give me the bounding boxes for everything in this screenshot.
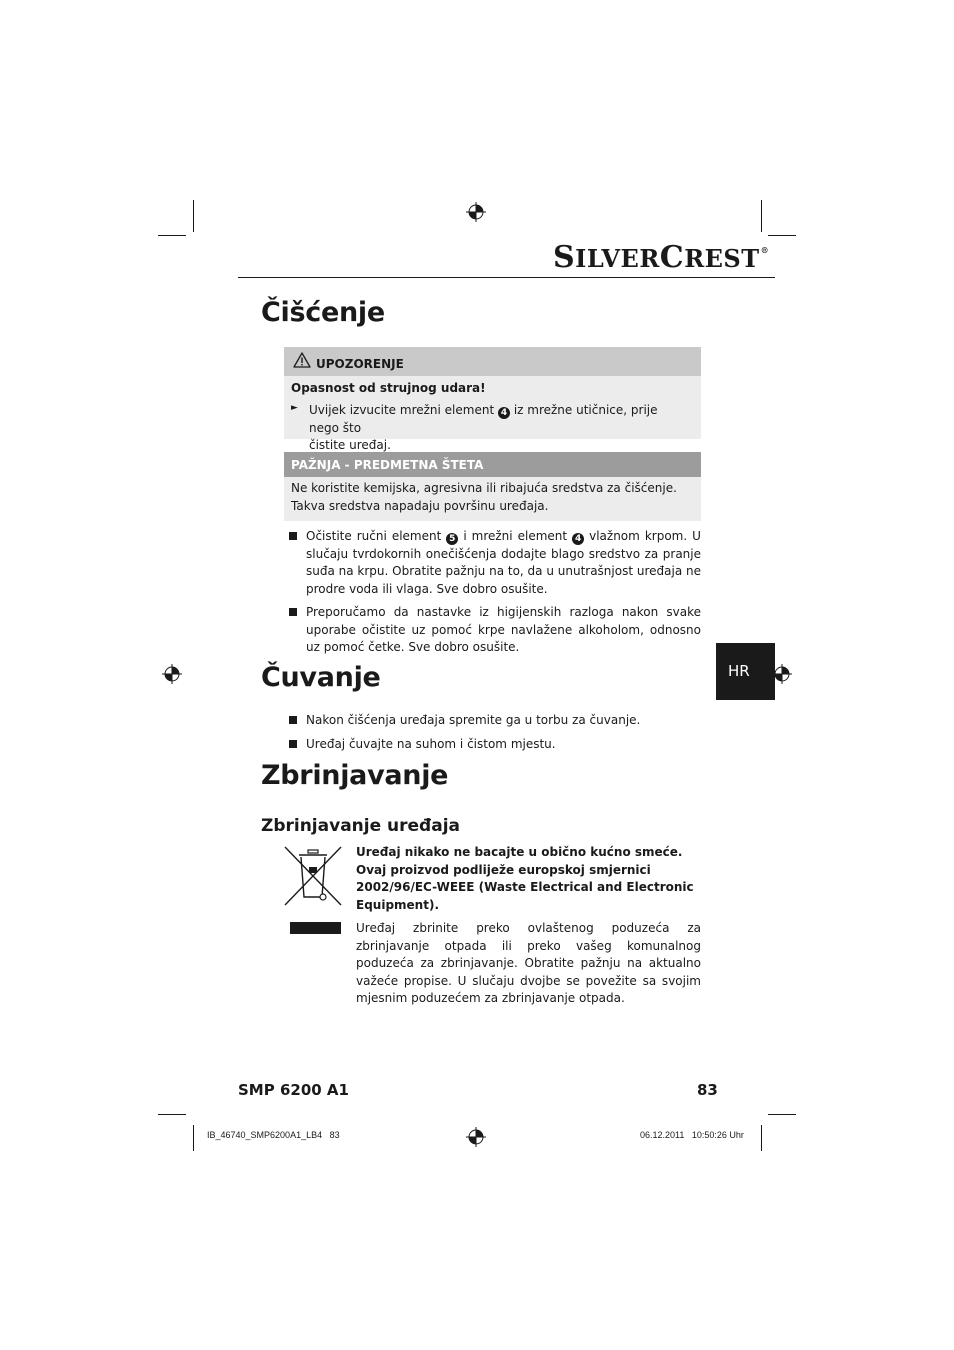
slug-file-info: IB_46740_SMP6200A1_LB4 83 — [207, 1130, 340, 1140]
registration-mark-icon — [466, 202, 486, 222]
black-bar — [290, 922, 341, 934]
arrow-icon: ► — [291, 403, 298, 413]
bullet-icon — [289, 608, 297, 616]
warning-label: UPOZORENJE — [316, 357, 404, 371]
registration-mark-icon — [466, 1127, 486, 1147]
brand-logo: SILVERCREST® — [553, 240, 770, 275]
crop-mark — [158, 1114, 186, 1115]
crop-mark — [768, 235, 796, 236]
crossed-out-bin-icon — [282, 845, 344, 907]
crop-mark — [768, 1114, 796, 1115]
item-number-badge: 5 — [446, 533, 458, 545]
registration-mark-icon — [772, 664, 792, 684]
warning-triangle-icon — [293, 352, 311, 368]
storage-step-1: Nakon čišćenja uređaja spremite ga u torbu za čuvanje. — [306, 713, 641, 727]
slug-date-info: 06.12.2011 10:50:26 Uhr — [640, 1130, 744, 1140]
header-rule — [238, 277, 775, 278]
section-title-storage: Čuvanje — [261, 662, 381, 693]
caution-label: PAŽNJA - PREDMETNA ŠTETA — [291, 458, 484, 472]
section-title-cleaning: Čišćenje — [261, 297, 385, 328]
registration-mark-icon — [162, 664, 182, 684]
model-number: SMP 6200 A1 — [238, 1081, 349, 1099]
language-tab: HR — [716, 643, 775, 700]
cleaning-step-1: Očistite ručni element 5 i mrežni element 4 vlažnom krpom. U slučaju tvrdokornih onečišćenja dodajte blago sredstvo za pranje suđa na krpu. Obratite pažnju na to, da u unutrašnjost uređaja ne prodre voda ili vlaga. Sve dobro osušite. — [306, 529, 701, 596]
item-number-badge: 4 — [572, 533, 584, 545]
page-number: 83 — [697, 1081, 718, 1099]
section-title-disposal: Zbrinjavanje — [261, 760, 449, 791]
crop-mark — [193, 200, 194, 232]
cleaning-step-2: Preporučamo da nastavke iz higijenskih razloga nakon svake uporabe očistite uz pomoć krpe navlažene alkoholom, odnosno uz pomoć četke. Sve dobro osušite. — [306, 605, 701, 654]
disposal-bold-text: Uređaj nikako ne bacajte u obično kućno smeće. Ovaj proizvod podliježe europskoj smjernici 2002/96/EC-WEEE (Waste Electrical and Electronic Equipment). — [356, 845, 694, 912]
disposal-text: Uređaj zbrinite preko ovlaštenog poduzeća za zbrinjavanje otpada ili preko vašeg komunalnog poduzeća za zbrinjavanje. Obratite pažnju na aktualno važeće propise. U slučaju dvojbe se povežite sa svojim mjesnim poduzećem za zbrinjavanje otpada. — [356, 921, 701, 1005]
bullet-icon — [289, 740, 297, 748]
crop-mark — [761, 200, 762, 232]
item-number-badge: 4 — [498, 407, 510, 419]
bullet-icon — [289, 716, 297, 724]
caution-text: Ne koristite kemijska, agresivna ili ribajuća sredstva za čišćenje. Takva sredstva napadaju površinu uređaja. — [291, 481, 677, 513]
subsection-title-disposal: Zbrinjavanje uređaja — [261, 816, 460, 836]
crop-mark — [193, 1125, 194, 1151]
warning-heading: Opasnost od strujnog udara! — [291, 381, 486, 395]
warning-item: Uvijek izvucite mrežni element 4 iz mrežne utičnice, prije nego što čistite uređaj. — [309, 403, 658, 452]
crop-mark — [158, 235, 186, 236]
bullet-icon — [289, 532, 297, 540]
storage-step-2: Uređaj čuvajte na suhom i čistom mjestu. — [306, 737, 556, 751]
crop-mark — [761, 1125, 762, 1151]
